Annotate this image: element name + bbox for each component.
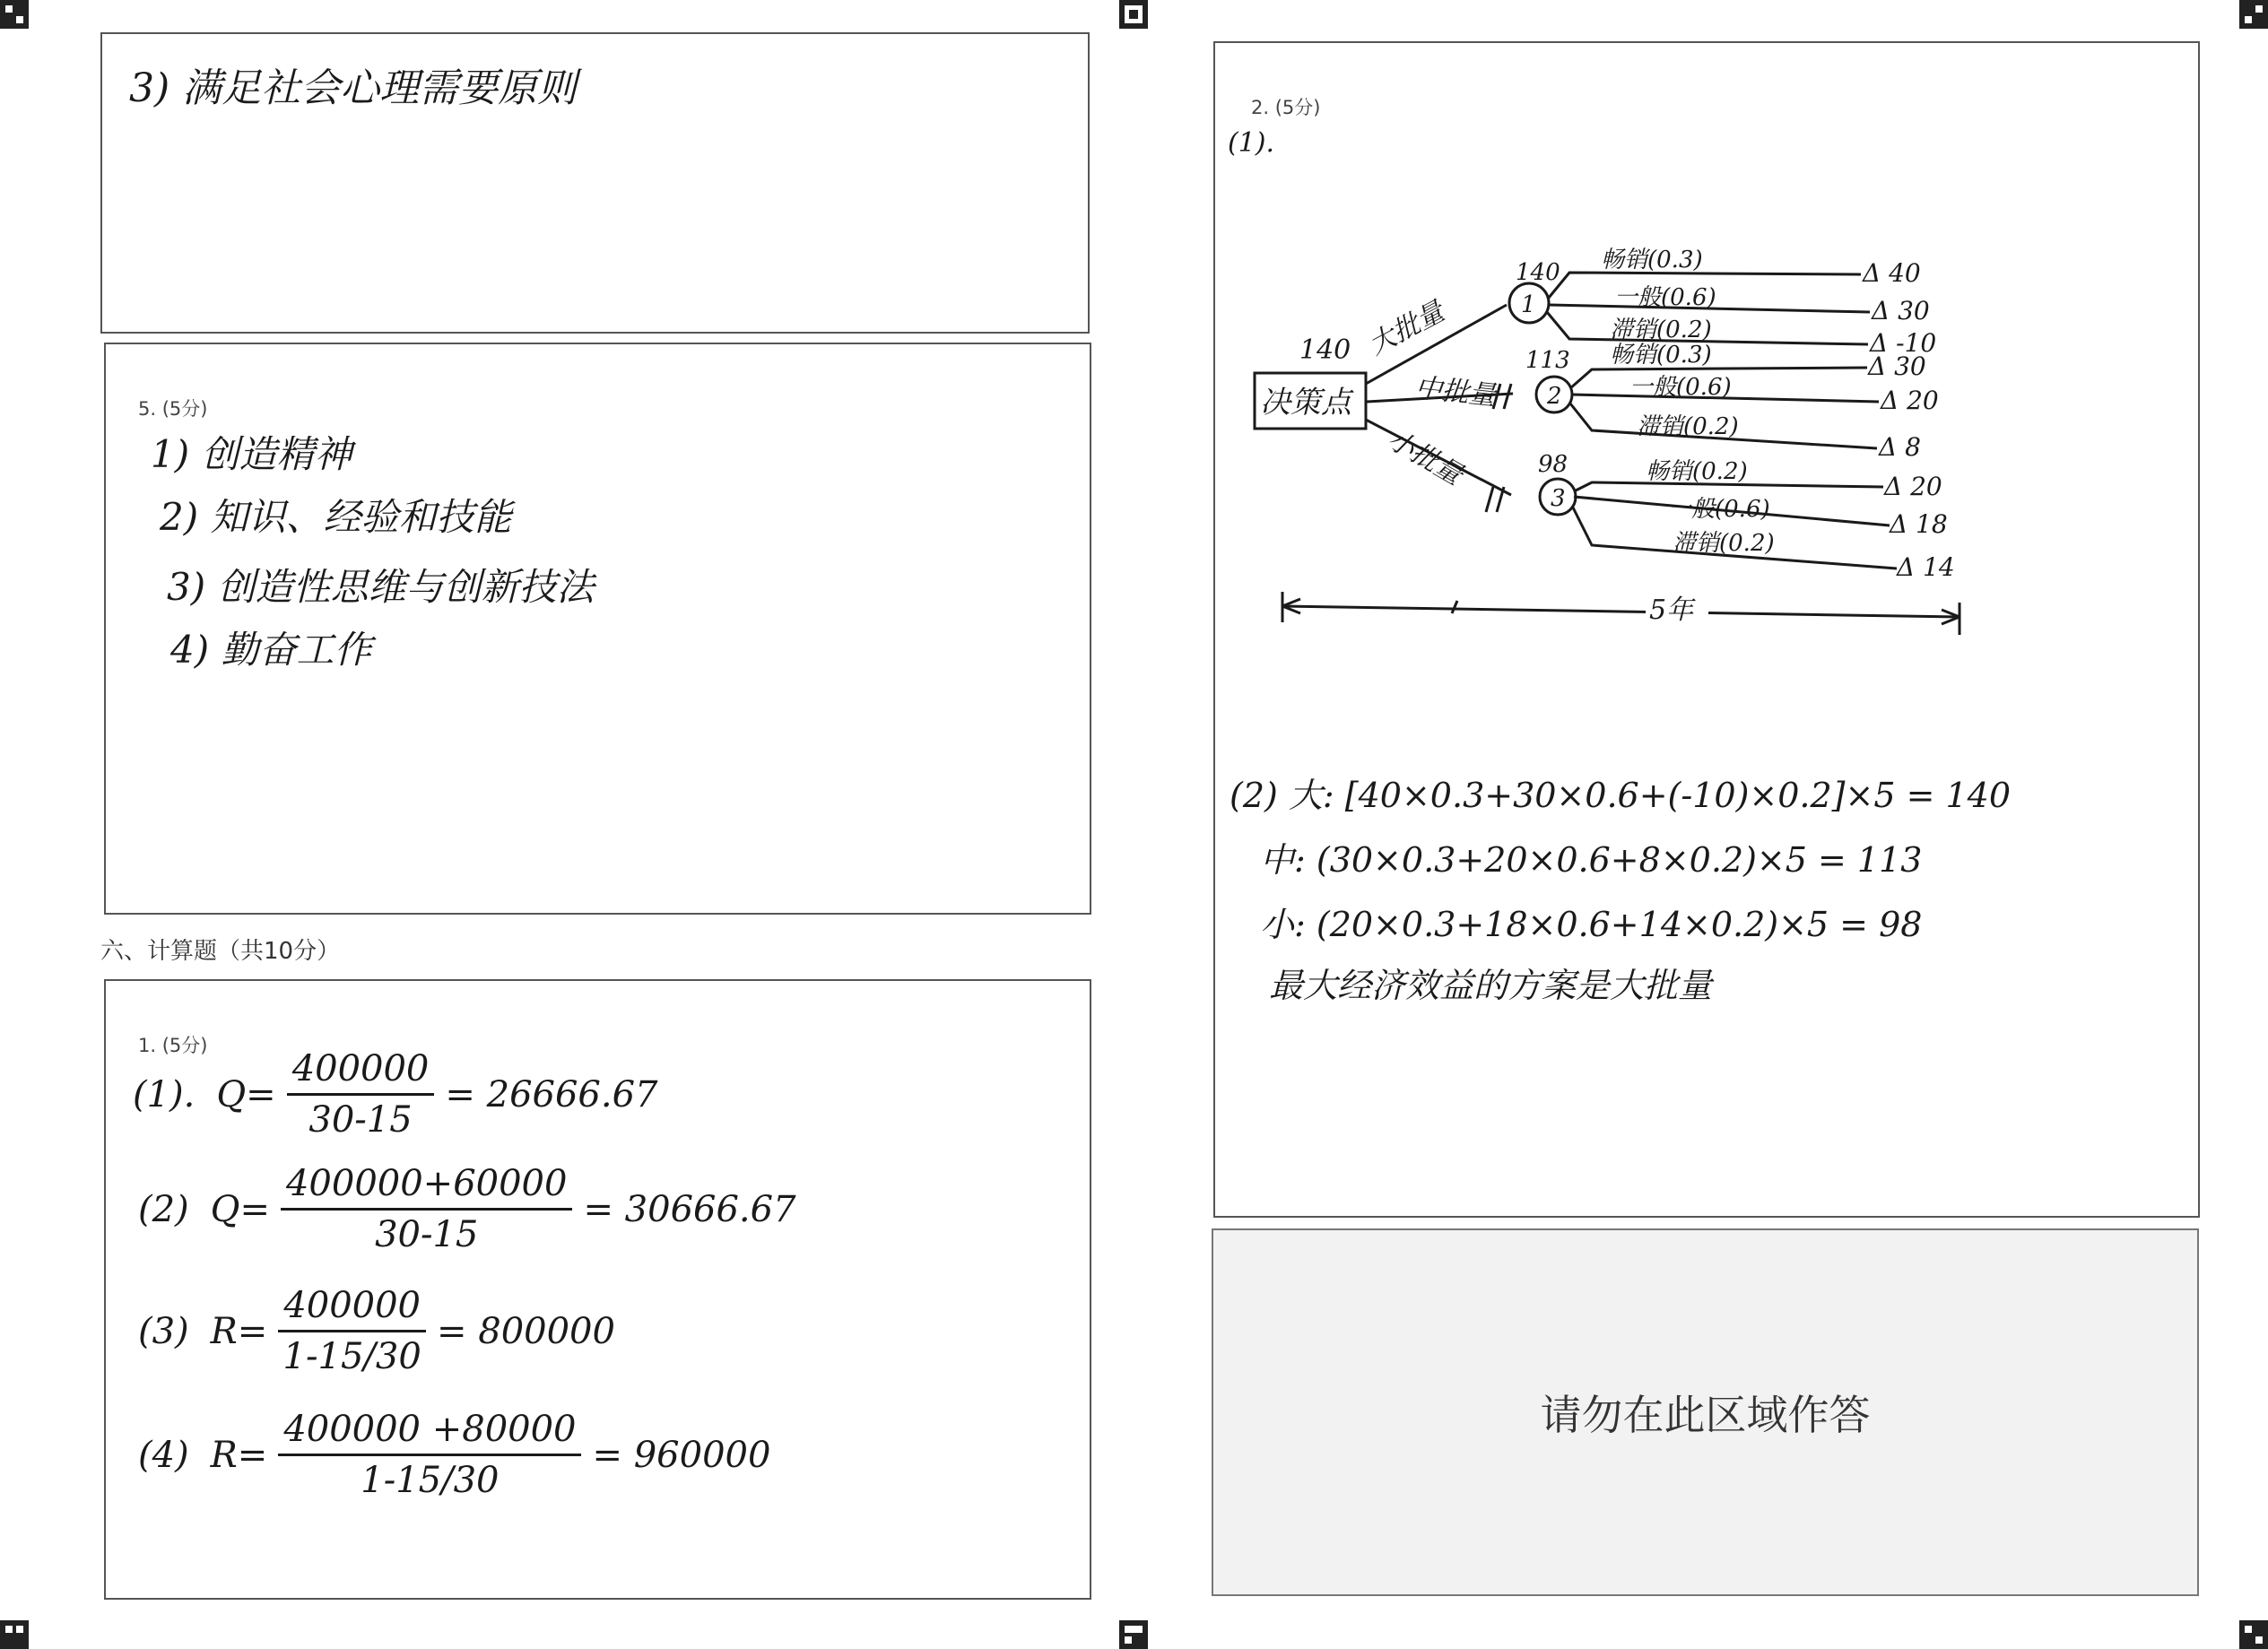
chance-node-2-number: 2 xyxy=(1547,383,1562,410)
payoff-3-1: Δ 20 xyxy=(1884,472,1942,501)
answer-box-calc-q2 xyxy=(1213,41,2200,1218)
no-answer-zone-text: 请勿在此区域作答 xyxy=(1540,1391,1871,1439)
outcome-label-2-1: 畅销(0.3) xyxy=(1610,342,1712,369)
variable: Q= xyxy=(210,1188,270,1230)
payoff-2-3: Δ 8 xyxy=(1879,432,1921,462)
answer-box-q5 xyxy=(104,343,1091,915)
section-title-calculation: 六、计算题（共10分） xyxy=(100,938,341,965)
calc-q1-part1 xyxy=(133,1048,657,1141)
chance-node-3-number: 3 xyxy=(1551,485,1566,512)
outcome-label-3-3: 滞销(0.2) xyxy=(1673,530,1775,557)
result: = 30666.67 xyxy=(583,1188,796,1230)
q4-answer-line-3: 3) 满足社会心理需要原则 xyxy=(129,65,578,111)
part-tag: (4) xyxy=(138,1434,189,1476)
payoff-3-2: Δ 18 xyxy=(1890,509,1948,539)
fiducial-marker-bottom-center xyxy=(1119,1620,1148,1649)
fiducial-marker-top-center xyxy=(1119,0,1148,29)
numerator: 400000+60000 xyxy=(281,1163,572,1211)
payoff-1-2: Δ 30 xyxy=(1872,296,1930,325)
outcome-label-3-1: 畅销(0.2) xyxy=(1646,458,1748,485)
variable: R= xyxy=(210,1310,268,1352)
outcome-label-1-2: 一般(0.6) xyxy=(1614,284,1716,311)
root-value: 140 xyxy=(1299,334,1351,366)
result: = 800000 xyxy=(437,1310,615,1352)
payoff-1-3: Δ -10 xyxy=(1870,328,1937,358)
numerator: 400000 +80000 xyxy=(278,1409,581,1456)
payoff-2-1: Δ 30 xyxy=(1868,351,1926,381)
question-label-q5: 5. (5分) xyxy=(138,398,208,420)
numerator: 400000 xyxy=(278,1285,426,1332)
branch-label-small: 小批量 xyxy=(1382,423,1468,491)
variable: Q= xyxy=(216,1073,276,1115)
q5-answer-4: 4) 勤奋工作 xyxy=(170,628,372,672)
calc-q2-part1-tag: (1). xyxy=(1228,127,1275,159)
part-tag: (2) xyxy=(138,1188,189,1230)
calc-q1-part3 xyxy=(138,1285,615,1377)
denominator: 30-15 xyxy=(308,1099,413,1141)
period-label: 5年 xyxy=(1649,595,1694,626)
decision-tree-diagram xyxy=(1215,43,2202,671)
outcome-label-2-3: 滞销(0.2) xyxy=(1637,413,1739,440)
payoff-2-2: Δ 20 xyxy=(1881,386,1939,415)
q5-answer-1: 1) 创造精神 xyxy=(151,432,352,476)
payoff-3-3: Δ 14 xyxy=(1897,552,1955,582)
branch-label-medium: 中批量 xyxy=(1413,372,1498,412)
chance-node-2-value: 113 xyxy=(1525,347,1570,374)
q5-answer-2: 2) 知识、经验和技能 xyxy=(160,495,512,539)
fiducial-marker-bottom-right xyxy=(2239,1620,2268,1649)
calc-q1-part4 xyxy=(138,1409,770,1501)
root-label: 决策点 xyxy=(1260,385,1351,421)
part-tag: (3) xyxy=(138,1310,189,1352)
outcome-label-3-2: 一般(0.6) xyxy=(1668,496,1770,523)
outcome-label-1-1: 畅销(0.3) xyxy=(1601,247,1703,273)
fiducial-marker-bottom-left xyxy=(0,1620,29,1649)
result: = 26666.67 xyxy=(445,1073,658,1115)
calc-q1-part2 xyxy=(138,1163,796,1255)
calc-q2-conclusion: 最大经济效益的方案是大批量 xyxy=(1269,966,1713,1005)
result: = 960000 xyxy=(592,1434,771,1476)
chance-node-3-value: 98 xyxy=(1538,451,1568,478)
calc-q2-line-3: 小: (20×0.3+18×0.6+14×0.2)×5 = 98 xyxy=(1260,905,1923,944)
payoff-1-1: Δ 40 xyxy=(1863,258,1921,288)
answer-box-q4-tail xyxy=(100,32,1090,334)
denominator: 1-15/30 xyxy=(282,1336,421,1377)
chance-node-1-value: 140 xyxy=(1516,259,1560,286)
denominator: 1-15/30 xyxy=(361,1460,500,1501)
question-label-calc-q2: 2. (5分) xyxy=(1251,97,1321,118)
calc-q2-line-1: (2) 大: [40×0.3+30×0.6+(-10)×0.2]×5 = 140 xyxy=(1230,776,2012,815)
fiducial-marker-top-left xyxy=(0,0,29,29)
part-tag: (1). xyxy=(133,1073,196,1115)
variable: R= xyxy=(210,1434,268,1476)
branch-label-large: 大批量 xyxy=(1363,295,1450,362)
no-answer-zone xyxy=(1212,1228,2199,1596)
fiducial-marker-top-right xyxy=(2239,0,2268,29)
denominator: 30-15 xyxy=(375,1214,479,1255)
outcome-label-1-3: 滞销(0.2) xyxy=(1610,317,1712,343)
q5-answer-3: 3) 创造性思维与创新技法 xyxy=(167,565,595,609)
answer-box-calc-q1 xyxy=(104,979,1091,1600)
question-label-calc-q1: 1. (5分) xyxy=(138,1035,208,1056)
numerator: 400000 xyxy=(287,1048,435,1096)
outcome-label-2-2: 一般(0.6) xyxy=(1629,374,1732,401)
chance-node-1-number: 1 xyxy=(1521,291,1536,318)
calc-q2-line-2: 中: (30×0.3+20×0.6+8×0.2)×5 = 113 xyxy=(1260,840,1923,880)
